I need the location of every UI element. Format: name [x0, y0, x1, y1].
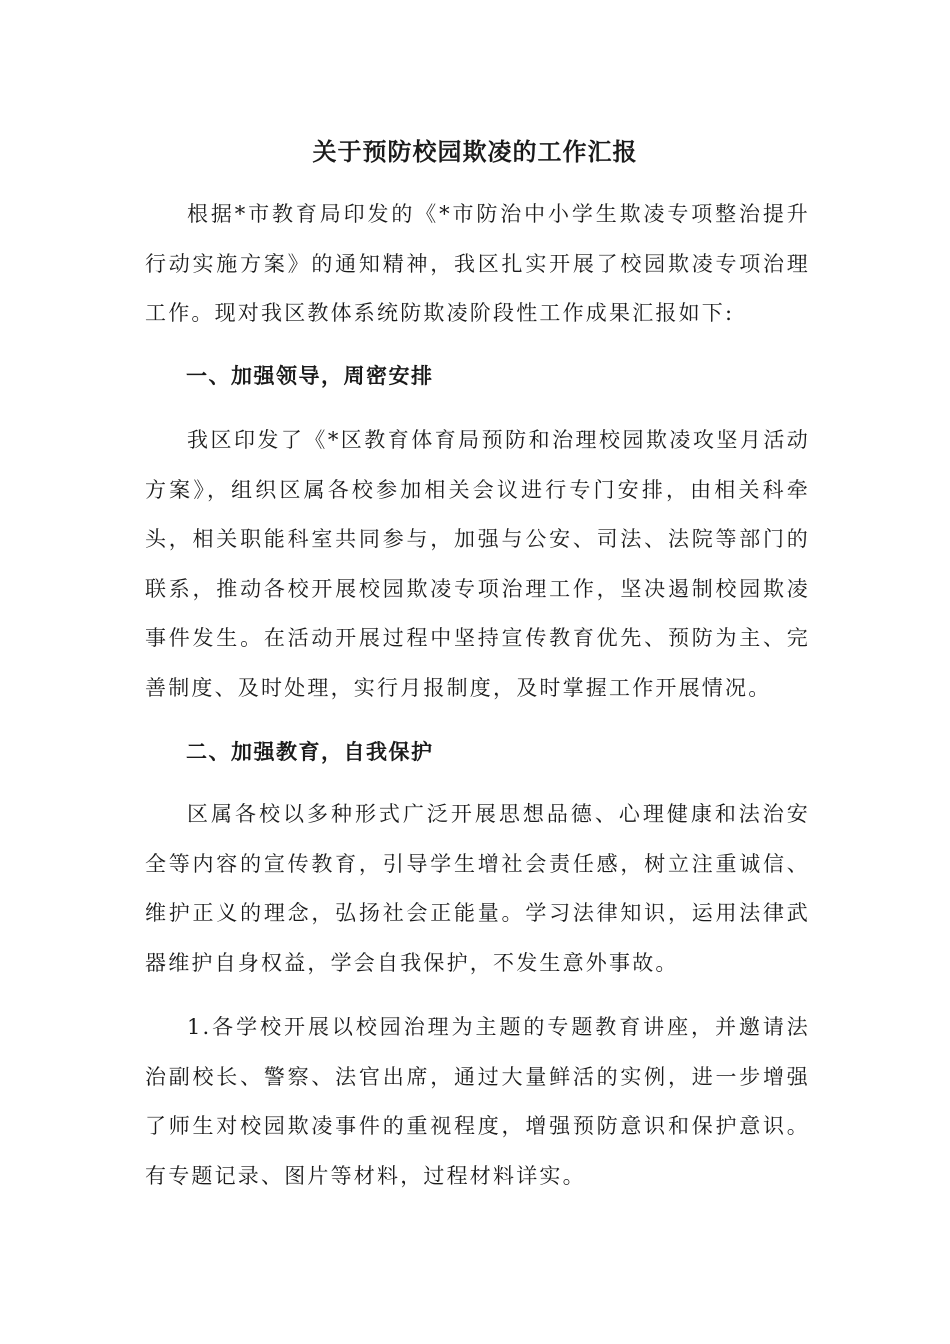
section-2-paragraph: 区属各校以多种形式广泛开展思想品德、心理健康和法治安全等内容的宣传教育，引导学生增社会责任感，树立注重诚信、维护正义的理念，弘扬社会正能量。学习法律知识，运用法律武器维护自身权益，学会自我保护，不发生意外事故。 [145, 802, 810, 975]
section-1-paragraph: 我区印发了《*区教育体育局预防和治理校园欺凌攻坚月活动方案》，组织区属各校参加相关会议进行专门安排，由相关科牵头，相关职能科室共同参与，加强与公安、司法、法院等部门的联系，推动各校开展校园欺凌专项治理工作，坚决遏制校园欺凌事件发生。在活动开展过程中坚持宣传教育优先、预防为主、完善制度、及时处理，实行月报制度，及时掌握工作开展情况。 [145, 428, 810, 700]
section-heading-1: 一、加强领导，周密安排 [186, 364, 434, 388]
document-title: 关于预防校园欺凌的工作汇报 [312, 138, 638, 166]
list-item-1: 1.各学校开展以校园治理为主题的专题教育讲座，并邀请法治副校长、警察、法官出席，通过大量鲜活的实例，进一步增强了师生对校园欺凌事件的重视程度，增强预防意识和保护意识。有专题记录、图片等材料，过程材料详实。 [145, 1015, 810, 1188]
section-heading-2: 二、加强教育，自我保护 [186, 740, 434, 764]
intro-paragraph: 根据*市教育局印发的《*市防治中小学生欺凌专项整治提升行动实施方案》的通知精神，我区扎实开展了校园欺凌专项治理工作。现对我区教体系统防欺凌阶段性工作成果汇报如下: [145, 202, 810, 325]
